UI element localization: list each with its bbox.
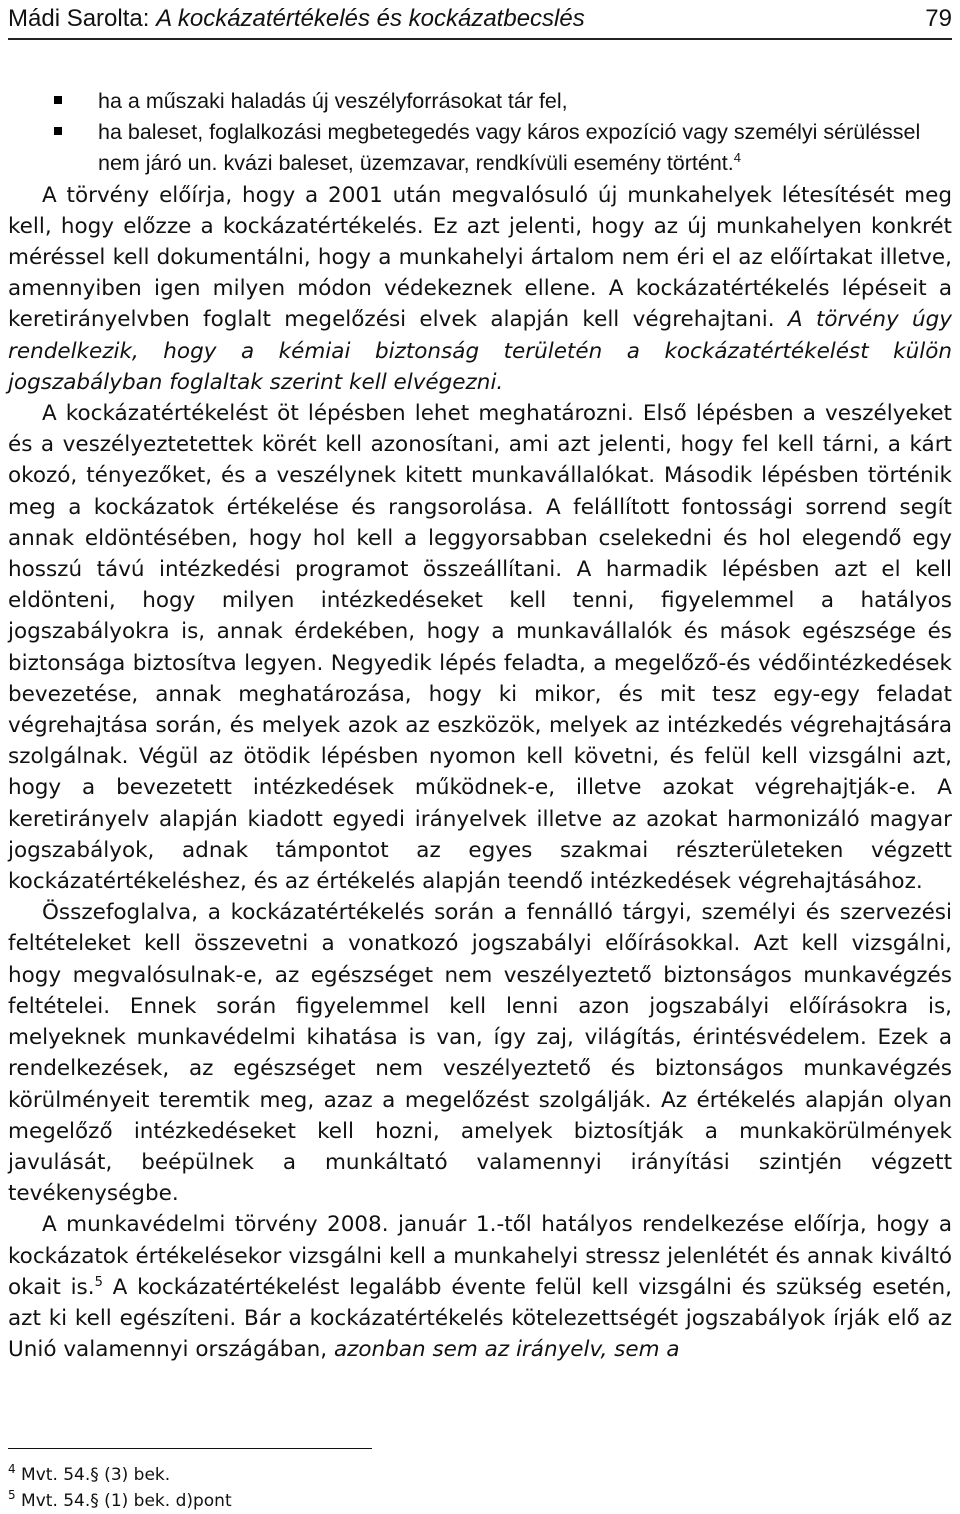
list-item [8,117,952,179]
paragraph-text: A törvény előírja, hogy a 2001 után megvalósuló új munkahelyek létesítését meg kell, hogy előzze a kockázatértékelés. Ez azt jelenti, hogy az új munkahelyen konkrét méréssel kell dokumentálni, hogy a munkahelyi ártalom nem éri el az előírtakat illetve, amennyiben igen milyen módon védekeznek ellene. A kockázatértékelés lépéseit a keretirányelvben foglalt megelőzési elvek alapján kell végrehajtani. [8,182,952,333]
footnote [8,1462,232,1488]
square-bullet-icon [54,96,62,104]
paragraph-text: A kockázatértékelést legalább évente felül kell vizsgálni és szükség esetén, azt ki kell egészíteni. Bár a kockázatértékelés kötelezettségét jogszabályok írják elő az Unió valamennyi országában, [8,1274,952,1363]
body-text [8,86,952,1365]
footnote-ref: 4 [733,150,741,166]
running-header [8,0,952,40]
italic-text: azonban sem az irányelv, sem a [333,1337,680,1363]
italic-text: A törvény úgy rendelkezik, hogy a kémiai biztonság területén a kockázatértékelést külön jogszabályban foglaltak szerint kell elvégezni. [8,307,952,395]
paragraph [8,180,952,398]
footnote-number: 4 [8,1462,16,1476]
header-author: Mádi Sarolta: [8,5,157,32]
bullet-list [8,86,952,180]
paragraph: A kockázatértékelést öt lépésben lehet meghatározni. Első lépésben a veszélyeket és a veszélyeztetettek körét kell azonosítani, ami azt jelenti, hogy fel kell tárni, a kárt okozó, tényezőket, és a veszélynek kitett munkavállalókat. Második lépésben történik meg a kockázatok értékelése és rangsorolása. A felállított fontossági sorrend segít annak eldöntésében, hogy hol kell a leggyorsabban cselekedni és hol elegendő egy hosszú távú intézkedési programot összeállítani. A harmadik lépésben azt el kell eldönteni, hogy milyen intézkedéseket kell tenni, figyelemmel a hatályos jogszabályokra is, annak érdekében, hogy a munkavállalók és mások egészsége és biztonsága biztosítva legyen. Negyedik lépés feladta, a megelőző-és védőintézkedések bevezetése, annak meghatározása, hogy ki mikor, és mit tesz egy-egy feladat végrehajtása során, és melyek azok az eszközök, melyek az intézkedés végrehajtására szolgálnak. Végül az ötödik lépésben nyomon kell követni, és felül kell vizsgálni azt, hogy a bevezetett intézkedések működnek-e, illetve azokat végrehajtják-e. A keretirányelv alapján kiadott egyedi irányelvek illetve az azokat harmonizáló magyar jogszabályok, adnak támpontot az egyes szakmai részterületeken végzett kockázatértékeléshez, és az értékelés alapján teendő intézkedések végrehajtásához. [8,401,952,895]
list-item [8,86,952,117]
footnote-separator [8,1448,372,1449]
header-title [8,5,585,33]
footnote-text: Mvt. 54.§ (3) bek. [15,1465,171,1485]
footnote-number: 5 [8,1488,16,1502]
list-item-text: ha baleset, foglalkozási megbetegedés vagy káros expozíció vagy személyi sérüléssel nem járó un. kvázi baleset, üzemzavar, rendkívüli esemény történt. [98,120,921,176]
footnote [8,1488,232,1514]
footnote-ref: 5 [94,1274,103,1290]
header-chapter-title: A kockázatértékelés és kockázatbecslés [156,5,585,32]
list-item-text: ha a műszaki haladás új veszélyforrásokat tár fel, [98,89,568,113]
paragraph: Összefoglalva, a kockázatértékelés során a fennálló tárgyi, személyi és szervezési feltételeket kell összevetni a vonatkozó jogszabályi előírásokkal. Azt kell vizsgálni, hogy megvalósulnak-e, az egészséget nem veszélyeztető biztonságos munkavégzés feltételei. Ennek során figyelemmel kell lenni azon jogszabályi előírásokra is, melyeknek munkavédelmi kihatása is van, így zaj, világítás, érintésvédelem. Ezek a rendelkezések, az egészséget nem veszélyeztető és biztonságos munkavégzés körülményeit teremtik meg, azaz a megelőzést szolgálják. Az értékelés alapján olyan megelőző intézkedéseket kell hozni, amelyek biztosítják a munkakörülmények javulását, beépülnek a munkáltató valamennyi irányítási szintjén végzett tevékenységbe. [8,900,952,1207]
paragraph [8,1209,952,1365]
footnote-text: Mvt. 54.§ (1) bek. d)pont [15,1491,232,1511]
page-number: 79 [925,5,952,32]
paragraph-text: A munkavédelmi törvény 2008. január 1.-től hatályos rendelkezése előírja, hogy a kockázatok értékelésekor vizsgálni kell a munkahelyi stressz jelenlétét és annak kiváltó okait is. [8,1212,952,1300]
square-bullet-icon [54,127,62,135]
footnotes [8,1462,232,1514]
